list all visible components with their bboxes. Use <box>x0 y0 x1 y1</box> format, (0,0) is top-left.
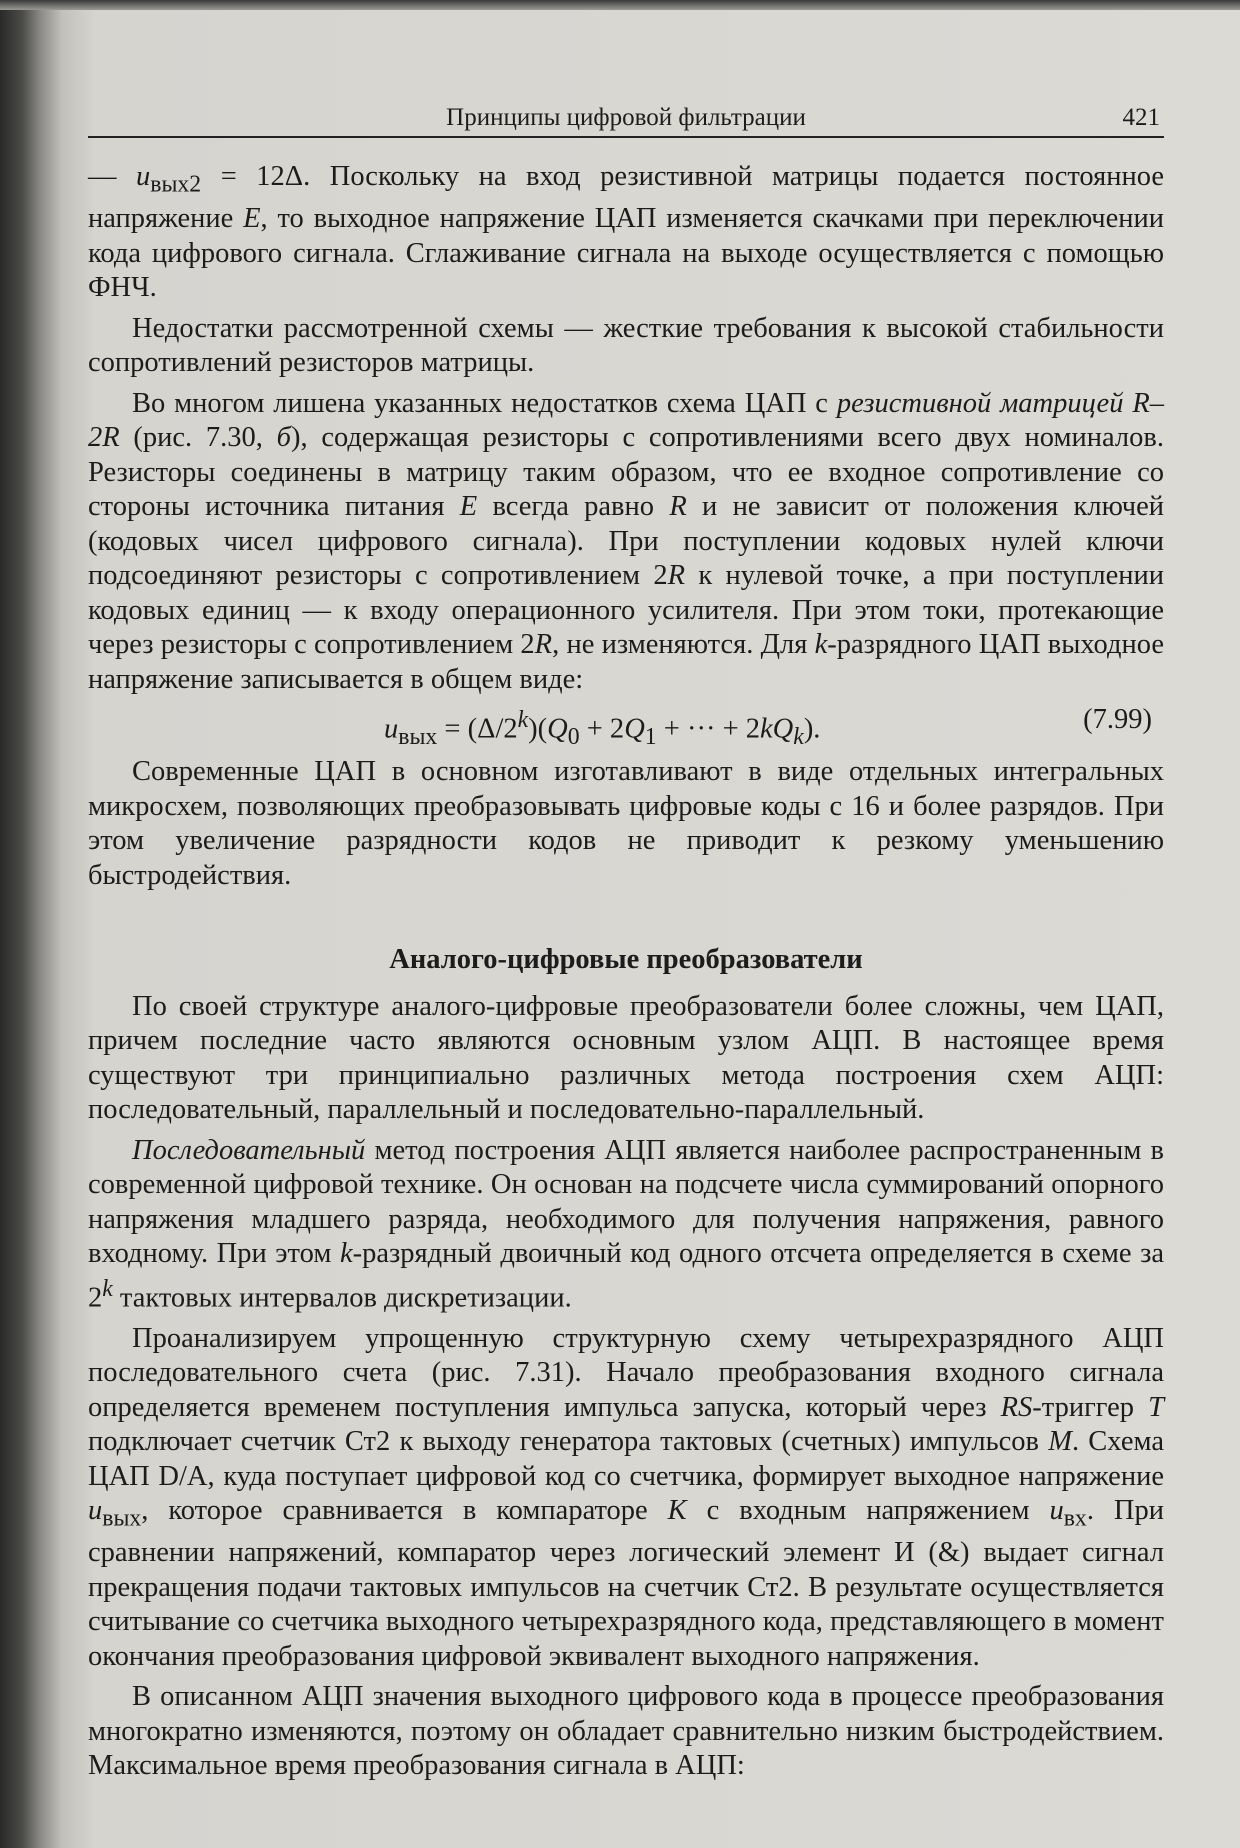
page-edge-shadow <box>0 0 1240 10</box>
page-body <box>88 160 1164 1790</box>
paragraph-7: Проанализируем упрощенную структурную схему четырехразрядного АЦП последовательного счета (рис. 7.31). Начало преобразования входного сигнала определяется временем поступления импульса запуска, который через RS-триггер T подключает счетчик Ст2 к выходу генератора тактовых (счетных) импульсов M. Схема ЦАП D/A, куда поступает цифровой код со счетчика, формирует выходное напряжение $u_{вых}$, которое сравнивается в компараторе K с входным напряжением $u_{вх}$. При сравнении напряжений, компаратор через логический элемент И (&) выдает сигнал прекращения подачи тактовых импульсов на счетчик Ст2. В результате осуществляется считывание со счетчика выходного четырехразрядного кода, представляющего в момент окончания преобразования цифровой эквивалент выходного напряжения. <box>88 1322 1164 1672</box>
page-number: 421 <box>1122 104 1160 131</box>
running-header <box>88 96 1164 138</box>
paragraph-8: В описанном АЦП значения выходного цифрового кода в процессе преобразования многократно изменяются, поэтому он обладает сравнительно низким быстродействием. Максимальное время преобразования сигнала в АЦП: <box>88 1681 1164 1782</box>
paragraph-6: Последовательный метод построения АЦП является наиболее распространенным в современной цифровой технике. Он основан на подсчете числа суммирований опорного напряжения младшего разряда, необходимого для получения напряжения, равного входному. При этом k-разрядный двоичный код одного отсчета определяется в схеме за 2$^k$ тактовых интервалов дискретизации. <box>88 1134 1164 1314</box>
paragraph-3: Во многом лишена указанных недостатков схема ЦАП с резистивной матрицей R–2R (рис. 7.30, б), содержащая резисторы с сопротивлениями всего двух номиналов. Резисторы соединены в матрицу таким образом, что ее входное сопротивление со стороны источника питания E всегда равно R и не зависит от положения ключей (кодовых чисел цифрового сигнала). При поступлении кодовых нулей ключи подсоединяют резисторы с сопротивлением 2R к нулевой точке, а при поступлении кодовых единиц — к входу операционного усилителя. При этом токи, протекающие через резисторы с сопротивлением 2R, не изменяются. Для k-разрядного ЦАП выходное напряжение записывается в общем виде: <box>88 387 1165 695</box>
equation-number: (7.99) <box>1083 704 1152 736</box>
equation-expression: $u_{вых} = (\Delta/2^k)(Q_0 + 2Q_1$ + ··· + $2kQ_k$). <box>384 707 821 751</box>
paragraph-5: По своей структуре аналого-цифровые преобразователи более сложны, чем ЦАП, причем последние часто являются основным узлом АЦП. В настоящее время существуют три принципиально различных метода построения схем АЦП: последовательный, параллельный и последовательно-параллельный. <box>88 990 1164 1126</box>
equation-7-99 <box>88 703 1164 751</box>
paragraph-1: — $u_{вых2} = 12\Delta$. Поскольку на вход резистивной матрицы подается постоянное напряжение E, то выходное напряжение ЦАП изменяется скачками при переключении кода цифрового сигнала. Сглаживание сигнала на выходе осуществляется с помощью ФНЧ. <box>88 161 1165 304</box>
running-title: Принципы цифровой фильтрации <box>446 104 806 131</box>
section-heading: Аналого-цифровые преобразователи <box>389 944 863 976</box>
paragraph-4: Современные ЦАП в основном изготавливают в виде отдельных интегральных микросхем, позволяющих преобразовывать цифровые коды с 16 и более разрядов. При этом увеличение разрядности кодов не приводит к резкому уменьшению быстродействия. <box>88 756 1164 891</box>
paragraph-2: Недостатки рассмотренной схемы — жесткие требования к высокой стабильности сопротивлений резисторов матрицы. <box>88 312 1164 379</box>
